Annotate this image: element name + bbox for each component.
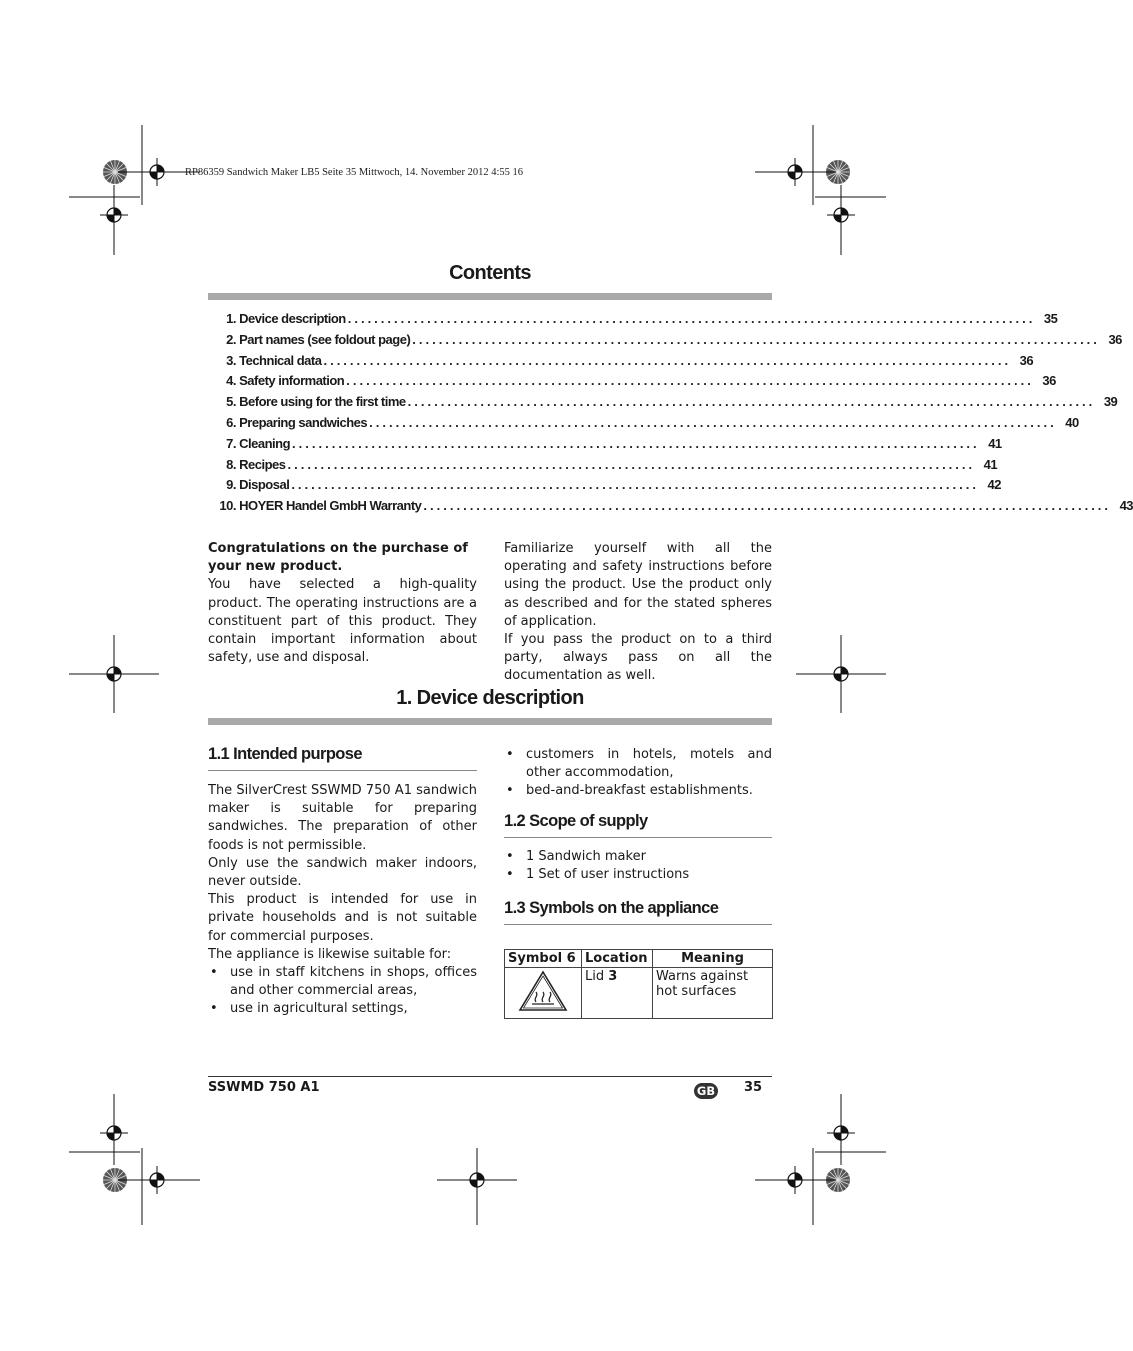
print-header: RP86359 Sandwich Maker LB5 Seite 35 Mittwoch, 14. November 2012 4:55 16: [185, 167, 524, 178]
toc-row[interactable]: 10. HOYER Handel GmbH Warranty ........................................................................................................ 43: [219, 498, 1133, 514]
intended-purpose-heading: 1.1 Intended purpose: [208, 745, 362, 763]
heading-rule: [504, 837, 772, 838]
toc-row[interactable]: 4. Safety information ........................................................................................................ 36: [226, 373, 1056, 389]
column-header: Symbol 6: [505, 950, 582, 968]
contents-title: Contents: [449, 262, 531, 284]
toc-row[interactable]: 1. Device description ........................................................................................................ 35: [226, 311, 1058, 326]
intended-paragraph: The SilverCrest SSWMD 750 A1 sandwich maker is suitable for preparing sandwiches. The preparation of other foods is not permissible.: [208, 783, 477, 853]
footer-language-badge: GB: [694, 1080, 718, 1099]
intro-paragraph: Familiarize yourself with all the operating and safety instructions before using the product. Use the product only as described and for the stated spheres of application.: [504, 541, 772, 629]
location-cell: Lid 3: [582, 968, 653, 1019]
toc-row[interactable]: 2. Part names (see foldout page) ........................................................................................................ 36: [226, 331, 1122, 347]
column-header: Location: [582, 950, 653, 968]
toc-row[interactable]: 9. Disposal ........................................................................................................ 42: [226, 477, 1001, 493]
intro-heading: Congratulations on the purchase of your new product.: [208, 541, 468, 575]
list-item: • 1 Set of user instructions: [504, 866, 772, 884]
device-description-divider: [208, 718, 772, 725]
list-item: • bed-and-breakfast establishments.: [504, 782, 772, 800]
toc-row[interactable]: 6. Preparing sandwiches ........................................................................................................ 40: [226, 414, 1079, 430]
contents-divider: [208, 293, 772, 300]
table-header-row: [505, 950, 773, 968]
symbols-table: [504, 949, 773, 1019]
list-item: • 1 Sandwich maker: [504, 848, 772, 866]
hot-surface-warning-icon: [517, 969, 569, 1013]
toc-row[interactable]: 7. Cleaning ........................................................................................................ 41: [226, 435, 1002, 451]
toc-row[interactable]: 5. Before using for the first time ........................................................................................................ 39: [226, 394, 1118, 410]
intended-purpose-section: [208, 745, 477, 1019]
column-header: Meaning: [653, 950, 773, 968]
toc-row[interactable]: 8. Recipes ........................................................................................................ 41: [226, 456, 998, 472]
scope-heading: 1.2 Scope of supply: [504, 812, 648, 830]
list-item: • use in agricultural settings,: [208, 1000, 477, 1018]
symbols-heading: 1.3 Symbols on the appliance: [504, 899, 719, 917]
footer-model: SSWMD 750 A1: [208, 1080, 320, 1095]
toc-row[interactable]: 3. Technical data ........................................................................................................ 36: [226, 352, 1034, 368]
scope-list: [504, 848, 772, 884]
symbol-cell: [505, 968, 582, 1019]
device-description-title: 1. Device description: [396, 687, 584, 709]
table-row: [505, 968, 773, 1019]
intended-paragraph: The appliance is likewise suitable for:: [208, 946, 452, 962]
intro-paragraph: You have selected a high-quality product. The operating instructions are a constituent part of this product. They contain important information about safety, use and disposal.: [208, 577, 477, 666]
heading-rule: [504, 924, 772, 925]
scope-of-supply-section: [504, 812, 772, 884]
intro-paragraph: If you pass the product on to a third party, always pass on all the documentation as well.: [504, 632, 772, 684]
footer-page-number: 35: [744, 1080, 763, 1095]
intended-paragraph: Only use the sandwich maker indoors, never outside.: [208, 855, 477, 890]
heading-rule: [208, 770, 477, 771]
list-item: • customers in hotels, motels and other accommodation,: [504, 746, 772, 782]
intro-right-column: [504, 540, 772, 686]
intended-paragraph: This product is intended for use in private households and is not suitable for commercial purposes.: [208, 892, 477, 944]
symbols-section: [504, 899, 772, 925]
intended-list-continued: [504, 746, 772, 801]
meaning-cell: Warns against hot surfaces: [653, 968, 773, 1019]
footer-rule: [208, 1076, 772, 1077]
table-of-contents: [208, 311, 1133, 519]
intended-list: [208, 964, 477, 1019]
intro-left-column: [208, 540, 477, 667]
list-item: • use in staff kitchens in shops, offices and other commercial areas,: [208, 964, 477, 1000]
